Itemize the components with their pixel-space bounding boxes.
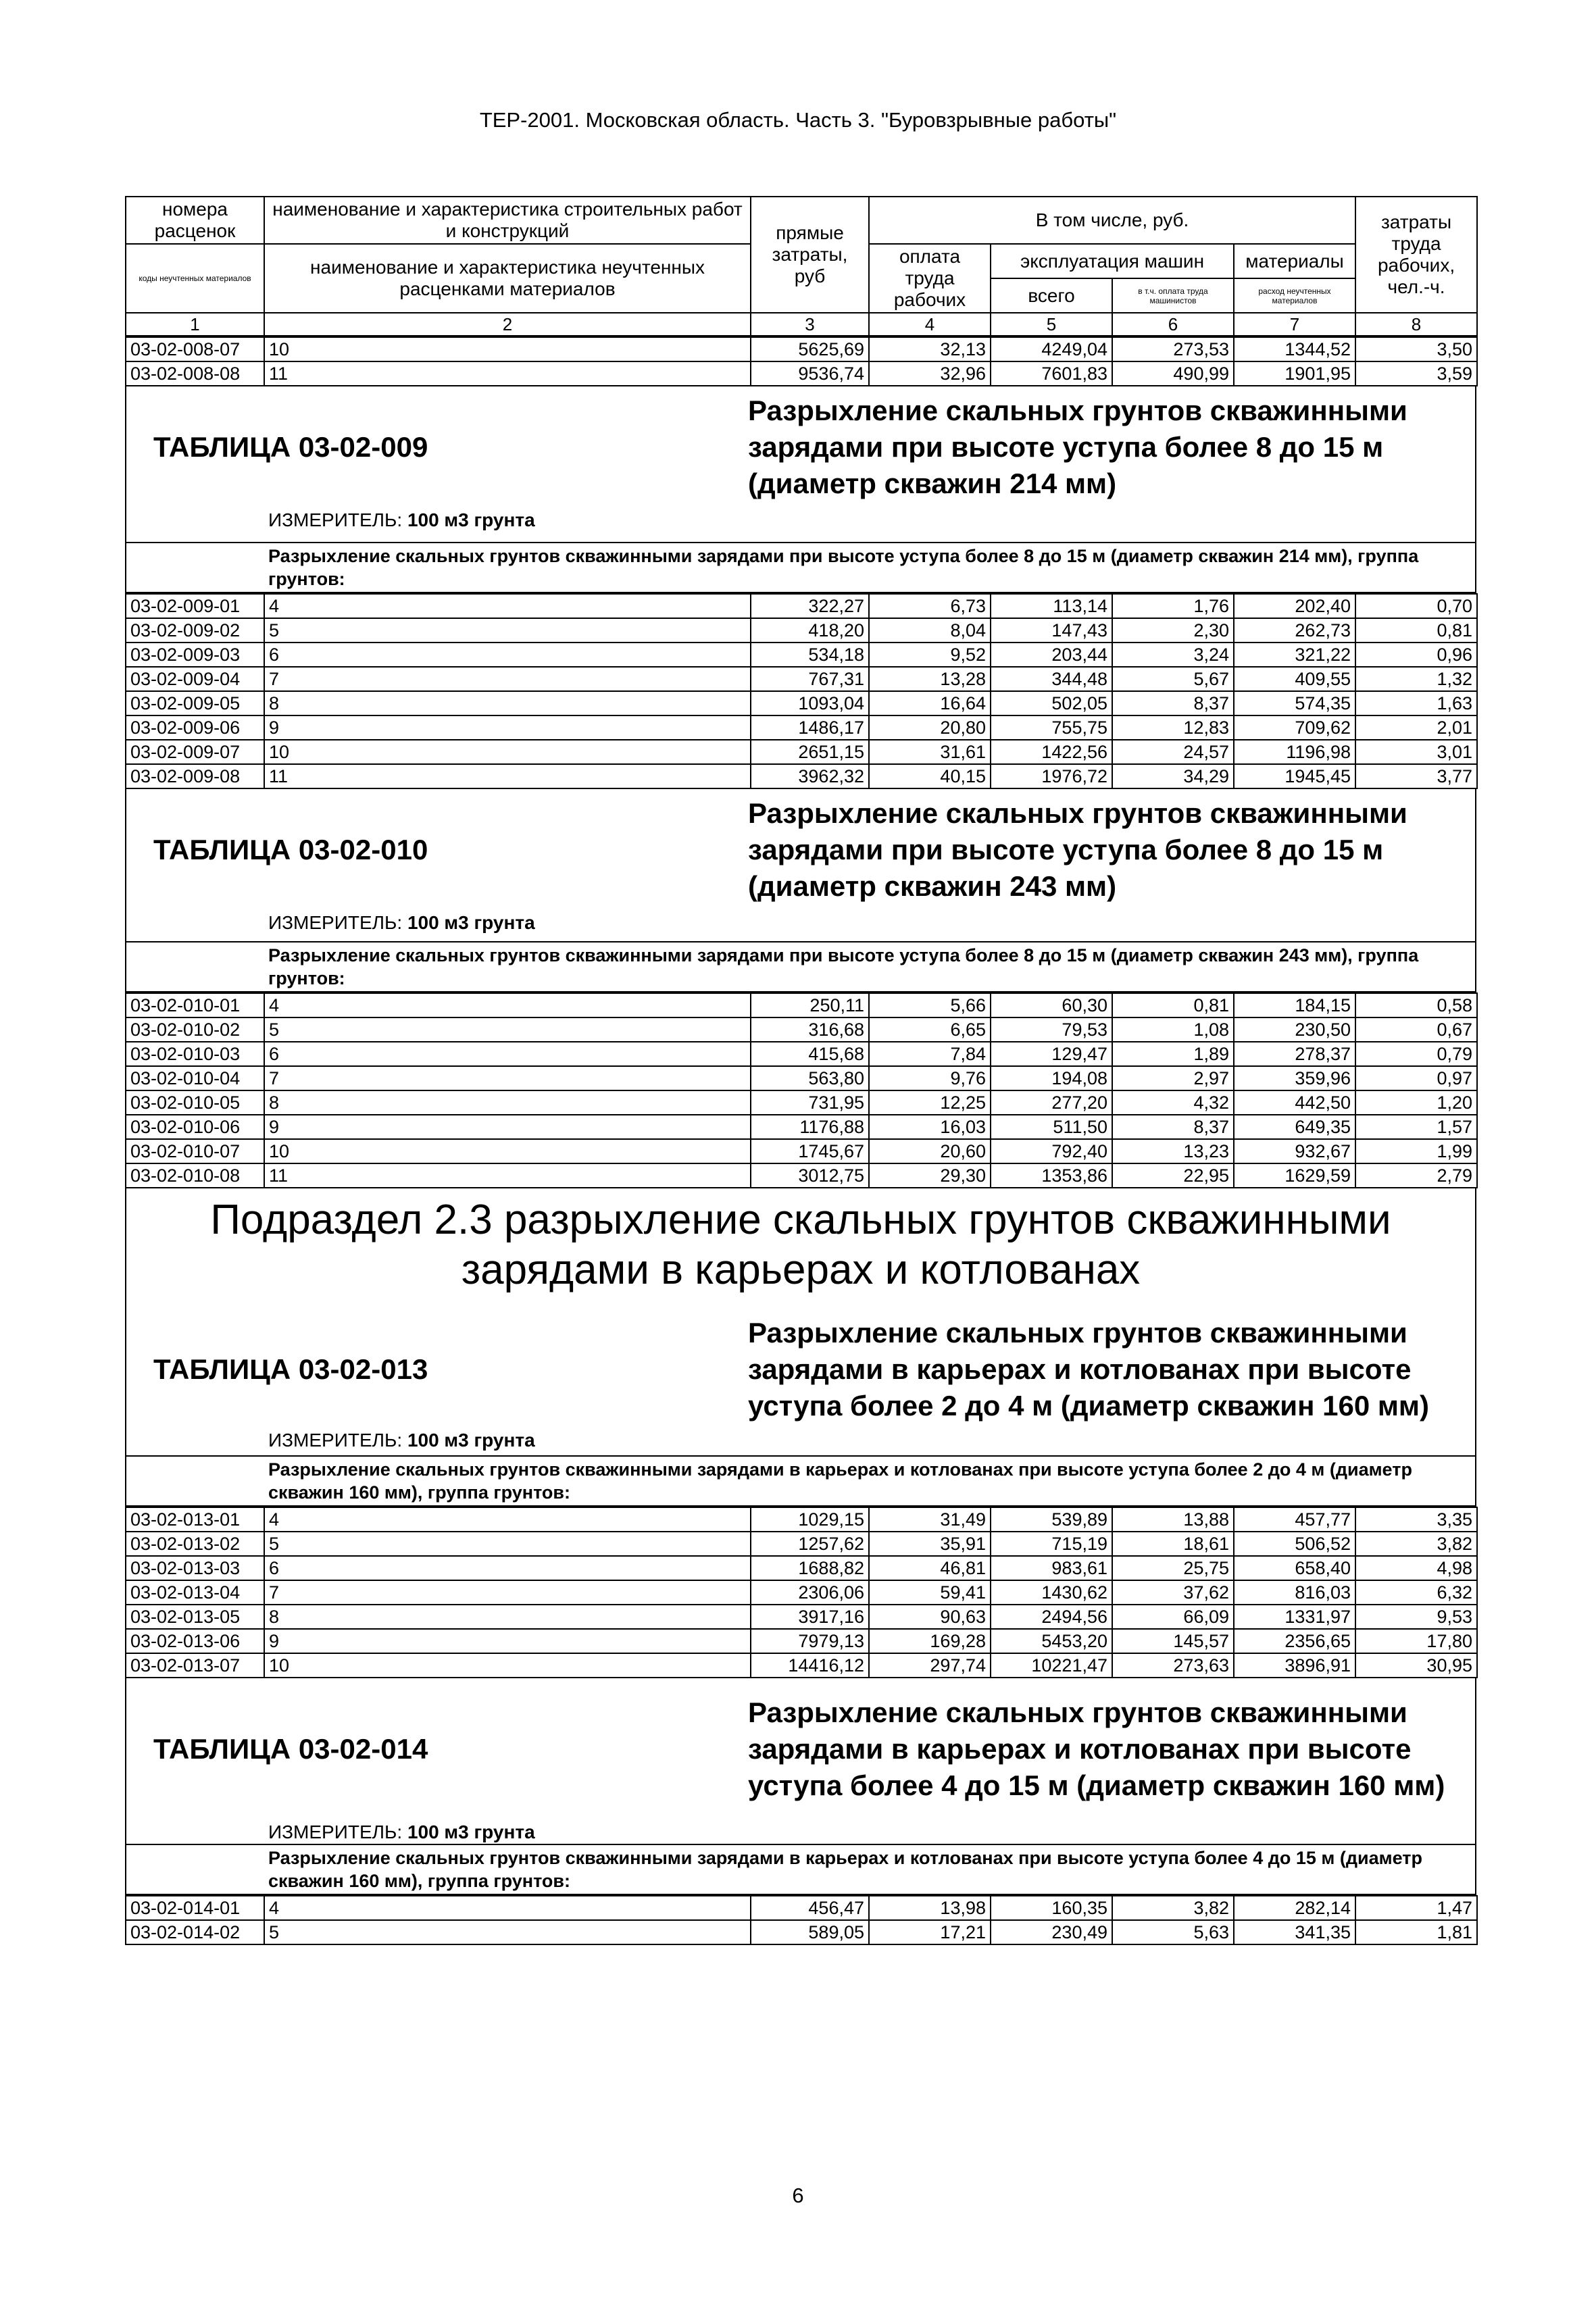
value-cell: 1196,98 bbox=[1234, 740, 1355, 764]
value-cell: 1901,95 bbox=[1234, 361, 1355, 386]
table-description: Разрыхление скальных грунтов скважинными зарядами при высоте уступа более 8 до 15 м (диаметр скважин 214 мм) bbox=[748, 395, 1407, 499]
table-row bbox=[126, 993, 1477, 1017]
value-cell: 9,52 bbox=[869, 643, 991, 667]
rows-table-008 bbox=[125, 336, 1478, 386]
value-cell: 1,47 bbox=[1355, 1896, 1477, 1920]
value-cell: 0,81 bbox=[1112, 993, 1234, 1017]
value-cell: 17,80 bbox=[1355, 1629, 1477, 1653]
value-cell: 20,60 bbox=[869, 1139, 991, 1163]
header-index: 7 bbox=[1234, 313, 1355, 336]
rate-code-cell: 03-02-014-01 bbox=[126, 1896, 264, 1920]
value-cell: 90,63 bbox=[869, 1605, 991, 1629]
soil-group-cell: 4 bbox=[264, 1896, 751, 1920]
table-row bbox=[126, 1066, 1477, 1090]
soil-group-cell: 8 bbox=[264, 691, 751, 715]
soil-group-cell: 6 bbox=[264, 643, 751, 667]
table-row bbox=[126, 1090, 1477, 1115]
header-labor-pay: оплата труда рабочих bbox=[869, 244, 991, 313]
soil-group-cell: 10 bbox=[264, 740, 751, 764]
table-name: ТАБЛИЦА 03-02-009 bbox=[153, 431, 428, 463]
value-cell: 767,31 bbox=[751, 667, 869, 691]
value-cell: 1176,88 bbox=[751, 1115, 869, 1139]
value-cell: 13,23 bbox=[1112, 1139, 1234, 1163]
soil-group-cell: 8 bbox=[264, 1605, 751, 1629]
value-cell: 8,37 bbox=[1112, 1115, 1234, 1139]
group-description: Разрыхление скальных грунтов скважинными зарядами при высоте уступа более 8 до 15 м (диаметр скважин 214 мм), группа грунтов: bbox=[125, 542, 1476, 593]
value-cell: 25,75 bbox=[1112, 1556, 1234, 1580]
value-cell: 792,40 bbox=[991, 1139, 1112, 1163]
value-cell: 1,32 bbox=[1355, 667, 1477, 691]
value-cell: 3,82 bbox=[1112, 1896, 1234, 1920]
value-cell: 20,80 bbox=[869, 715, 991, 740]
table-name: ТАБЛИЦА 03-02-010 bbox=[153, 834, 428, 865]
value-cell: 13,98 bbox=[869, 1896, 991, 1920]
value-cell: 2,97 bbox=[1112, 1066, 1234, 1090]
header-name-sub: наименование и характеристика неучтенных расценками материалов bbox=[264, 244, 751, 313]
value-cell: 40,15 bbox=[869, 764, 991, 788]
value-cell: 3,59 bbox=[1355, 361, 1477, 386]
value-cell: 341,35 bbox=[1234, 1920, 1355, 1944]
soil-group-cell: 7 bbox=[264, 1580, 751, 1605]
value-cell: 203,44 bbox=[991, 643, 1112, 667]
value-cell: 113,14 bbox=[991, 594, 1112, 618]
value-cell: 0,58 bbox=[1355, 993, 1477, 1017]
value-cell: 30,95 bbox=[1355, 1653, 1477, 1678]
subsection-block bbox=[125, 1188, 1476, 1310]
table-row bbox=[126, 1115, 1477, 1139]
rate-code-cell: 03-02-010-02 bbox=[126, 1017, 264, 1042]
page-title: ТЕР-2001. Московская область. Часть 3. "Буровзрывные работы" bbox=[479, 108, 1117, 132]
value-cell: 359,96 bbox=[1234, 1066, 1355, 1090]
table-row bbox=[126, 740, 1477, 764]
value-cell: 169,28 bbox=[869, 1629, 991, 1653]
soil-group-cell: 5 bbox=[264, 1017, 751, 1042]
value-cell: 6,32 bbox=[1355, 1580, 1477, 1605]
table-row bbox=[126, 1605, 1477, 1629]
value-cell: 3012,75 bbox=[751, 1163, 869, 1188]
value-cell: 316,68 bbox=[751, 1017, 869, 1042]
value-cell: 649,35 bbox=[1234, 1115, 1355, 1139]
value-cell: 2,79 bbox=[1355, 1163, 1477, 1188]
rates-sheet bbox=[125, 196, 1476, 1945]
value-cell: 32,96 bbox=[869, 361, 991, 386]
rate-code-cell: 03-02-013-01 bbox=[126, 1507, 264, 1532]
header-index: 3 bbox=[751, 313, 869, 336]
value-cell: 0,81 bbox=[1355, 618, 1477, 643]
soil-group-cell: 6 bbox=[264, 1042, 751, 1066]
value-cell: 0,97 bbox=[1355, 1066, 1477, 1090]
value-cell: 9,53 bbox=[1355, 1605, 1477, 1629]
value-cell: 12,25 bbox=[869, 1090, 991, 1115]
value-cell: 0,70 bbox=[1355, 594, 1477, 618]
value-cell: 1331,97 bbox=[1234, 1605, 1355, 1629]
value-cell: 5,66 bbox=[869, 993, 991, 1017]
value-cell: 31,49 bbox=[869, 1507, 991, 1532]
table-block-009 bbox=[125, 386, 1476, 542]
header-code: номера расценок bbox=[126, 197, 264, 244]
value-cell: 3,50 bbox=[1355, 337, 1477, 361]
value-cell: 3,35 bbox=[1355, 1507, 1477, 1532]
table-name: ТАБЛИЦА 03-02-013 bbox=[153, 1353, 428, 1385]
value-cell: 5625,69 bbox=[751, 337, 869, 361]
table-description: Разрыхление скальных грунтов скважинными зарядами в карьерах и котлованах при высоте уступа более 4 до 15 м (диаметр скважин 160 мм) bbox=[748, 1696, 1445, 1801]
value-cell: 12,83 bbox=[1112, 715, 1234, 740]
value-cell: 1257,62 bbox=[751, 1532, 869, 1556]
rows-table-013 bbox=[125, 1507, 1478, 1678]
value-cell: 230,49 bbox=[991, 1920, 1112, 1944]
table-block-010 bbox=[125, 789, 1476, 941]
value-cell: 2651,15 bbox=[751, 740, 869, 764]
value-cell: 35,91 bbox=[869, 1532, 991, 1556]
table-block-013 bbox=[125, 1310, 1476, 1455]
value-cell: 539,89 bbox=[991, 1507, 1112, 1532]
rate-code-cell: 03-02-009-01 bbox=[126, 594, 264, 618]
value-cell: 6,65 bbox=[869, 1017, 991, 1042]
header-machines-sub: в т.ч. оплата труда машинистов bbox=[1112, 278, 1234, 313]
value-cell: 79,53 bbox=[991, 1017, 1112, 1042]
rate-code-cell: 03-02-014-02 bbox=[126, 1920, 264, 1944]
value-cell: 9,76 bbox=[869, 1066, 991, 1090]
rate-code-cell: 03-02-009-06 bbox=[126, 715, 264, 740]
value-cell: 4,98 bbox=[1355, 1556, 1477, 1580]
soil-group-cell: 7 bbox=[264, 667, 751, 691]
value-cell: 5,63 bbox=[1112, 1920, 1234, 1944]
value-cell: 8,04 bbox=[869, 618, 991, 643]
value-cell: 7,84 bbox=[869, 1042, 991, 1066]
rate-code-cell: 03-02-009-02 bbox=[126, 618, 264, 643]
value-cell: 456,47 bbox=[751, 1896, 869, 1920]
value-cell: 273,63 bbox=[1112, 1653, 1234, 1678]
value-cell: 3962,32 bbox=[751, 764, 869, 788]
table-row bbox=[126, 691, 1477, 715]
value-cell: 1,76 bbox=[1112, 594, 1234, 618]
soil-group-cell: 10 bbox=[264, 1139, 751, 1163]
table-row bbox=[126, 1163, 1477, 1188]
value-cell: 250,11 bbox=[751, 993, 869, 1017]
rate-code-cell: 03-02-009-03 bbox=[126, 643, 264, 667]
table-row bbox=[126, 1920, 1477, 1944]
table-row bbox=[126, 1896, 1477, 1920]
value-cell: 160,35 bbox=[991, 1896, 1112, 1920]
table-row bbox=[126, 715, 1477, 740]
value-cell: 0,79 bbox=[1355, 1042, 1477, 1066]
soil-group-cell: 11 bbox=[264, 361, 751, 386]
value-cell: 321,22 bbox=[1234, 643, 1355, 667]
header-direct-costs: прямые затраты, руб bbox=[751, 197, 869, 313]
table-row bbox=[126, 1580, 1477, 1605]
value-cell: 16,03 bbox=[869, 1115, 991, 1139]
value-cell: 60,30 bbox=[991, 993, 1112, 1017]
header-name: наименование и характеристика строительных работ и конструкций bbox=[264, 197, 751, 244]
value-cell: 147,43 bbox=[991, 618, 1112, 643]
table-description: Разрыхление скальных грунтов скважинными зарядами при высоте уступа более 8 до 15 м (диаметр скважин 243 мм) bbox=[748, 797, 1407, 902]
value-cell: 816,03 bbox=[1234, 1580, 1355, 1605]
rate-code-cell: 03-02-010-05 bbox=[126, 1090, 264, 1115]
value-cell: 1945,45 bbox=[1234, 764, 1355, 788]
value-cell: 32,13 bbox=[869, 337, 991, 361]
column-header bbox=[125, 196, 1478, 336]
value-cell: 1,63 bbox=[1355, 691, 1477, 715]
value-cell: 3,82 bbox=[1355, 1532, 1477, 1556]
value-cell: 534,18 bbox=[751, 643, 869, 667]
value-cell: 344,48 bbox=[991, 667, 1112, 691]
soil-group-cell: 4 bbox=[264, 594, 751, 618]
header-index: 2 bbox=[264, 313, 751, 336]
rate-code-cell: 03-02-009-08 bbox=[126, 764, 264, 788]
value-cell: 3,77 bbox=[1355, 764, 1477, 788]
header-index: 6 bbox=[1112, 313, 1234, 336]
value-cell: 1,20 bbox=[1355, 1090, 1477, 1115]
value-cell: 129,47 bbox=[991, 1042, 1112, 1066]
header-index: 1 bbox=[126, 313, 264, 336]
meter: ИЗМЕРИТЕЛЬ: 100 м3 грунта bbox=[268, 1430, 535, 1451]
table-row bbox=[126, 618, 1477, 643]
value-cell: 277,20 bbox=[991, 1090, 1112, 1115]
page-number: 6 bbox=[792, 2184, 804, 2207]
header-machines-total: всего bbox=[991, 278, 1112, 313]
rate-code-cell: 03-02-010-07 bbox=[126, 1139, 264, 1163]
value-cell: 1422,56 bbox=[991, 740, 1112, 764]
value-cell: 502,05 bbox=[991, 691, 1112, 715]
table-row bbox=[126, 1507, 1477, 1532]
value-cell: 3917,16 bbox=[751, 1605, 869, 1629]
value-cell: 755,75 bbox=[991, 715, 1112, 740]
header-materials: материалы bbox=[1234, 244, 1355, 278]
rate-code-cell: 03-02-008-07 bbox=[126, 337, 264, 361]
soil-group-cell: 11 bbox=[264, 1163, 751, 1188]
value-cell: 59,41 bbox=[869, 1580, 991, 1605]
table-description: Разрыхление скальных грунтов скважинными зарядами в карьерах и котлованах при высоте уступа более 2 до 4 м (диаметр скважин 160 мм) bbox=[748, 1316, 1429, 1422]
rate-code-cell: 03-02-009-04 bbox=[126, 667, 264, 691]
meter: ИЗМЕРИТЕЛЬ: 100 м3 грунта bbox=[268, 509, 535, 530]
header-index: 5 bbox=[991, 313, 1112, 336]
rate-code-cell: 03-02-013-05 bbox=[126, 1605, 264, 1629]
table-row bbox=[126, 1629, 1477, 1653]
value-cell: 3,01 bbox=[1355, 740, 1477, 764]
rate-code-cell: 03-02-013-03 bbox=[126, 1556, 264, 1580]
value-cell: 1,81 bbox=[1355, 1920, 1477, 1944]
value-cell: 184,15 bbox=[1234, 993, 1355, 1017]
value-cell: 1688,82 bbox=[751, 1556, 869, 1580]
value-cell: 5,67 bbox=[1112, 667, 1234, 691]
value-cell: 1353,86 bbox=[991, 1163, 1112, 1188]
value-cell: 202,40 bbox=[1234, 594, 1355, 618]
table-row bbox=[126, 1139, 1477, 1163]
value-cell: 16,64 bbox=[869, 691, 991, 715]
value-cell: 415,68 bbox=[751, 1042, 869, 1066]
value-cell: 1029,15 bbox=[751, 1507, 869, 1532]
value-cell: 31,61 bbox=[869, 740, 991, 764]
meter: ИЗМЕРИТЕЛЬ: 100 м3 грунта bbox=[268, 912, 535, 933]
value-cell: 7979,13 bbox=[751, 1629, 869, 1653]
rate-code-cell: 03-02-009-05 bbox=[126, 691, 264, 715]
value-cell: 563,80 bbox=[751, 1066, 869, 1090]
value-cell: 273,53 bbox=[1112, 337, 1234, 361]
value-cell: 297,74 bbox=[869, 1653, 991, 1678]
table-row bbox=[126, 643, 1477, 667]
rate-code-cell: 03-02-010-01 bbox=[126, 993, 264, 1017]
value-cell: 1,57 bbox=[1355, 1115, 1477, 1139]
header-machines: эксплуатация машин bbox=[991, 244, 1234, 278]
value-cell: 3,24 bbox=[1112, 643, 1234, 667]
value-cell: 10221,47 bbox=[991, 1653, 1112, 1678]
soil-group-cell: 5 bbox=[264, 618, 751, 643]
table-row bbox=[126, 337, 1477, 361]
value-cell: 0,96 bbox=[1355, 643, 1477, 667]
value-cell: 409,55 bbox=[1234, 667, 1355, 691]
value-cell: 66,09 bbox=[1112, 1605, 1234, 1629]
header-code-sub: коды неучтенных материалов bbox=[126, 244, 264, 313]
value-cell: 589,05 bbox=[751, 1920, 869, 1944]
rate-code-cell: 03-02-010-03 bbox=[126, 1042, 264, 1066]
value-cell: 282,14 bbox=[1234, 1896, 1355, 1920]
rate-code-cell: 03-02-013-06 bbox=[126, 1629, 264, 1653]
rate-code-cell: 03-02-010-08 bbox=[126, 1163, 264, 1188]
value-cell: 511,50 bbox=[991, 1115, 1112, 1139]
value-cell: 2,01 bbox=[1355, 715, 1477, 740]
value-cell: 4249,04 bbox=[991, 337, 1112, 361]
value-cell: 262,73 bbox=[1234, 618, 1355, 643]
soil-group-cell: 9 bbox=[264, 715, 751, 740]
table-row bbox=[126, 667, 1477, 691]
value-cell: 0,67 bbox=[1355, 1017, 1477, 1042]
group-description: Разрыхление скальных грунтов скважинными зарядами в карьерах и котлованах при высоте уступа более 4 до 15 м (диаметр скважин 160 мм), группа грунтов: bbox=[125, 1844, 1476, 1895]
value-cell: 29,30 bbox=[869, 1163, 991, 1188]
value-cell: 442,50 bbox=[1234, 1090, 1355, 1115]
rows-table-009 bbox=[125, 593, 1478, 789]
value-cell: 1486,17 bbox=[751, 715, 869, 740]
value-cell: 18,61 bbox=[1112, 1532, 1234, 1556]
table-row bbox=[126, 1017, 1477, 1042]
value-cell: 574,35 bbox=[1234, 691, 1355, 715]
value-cell: 1344,52 bbox=[1234, 337, 1355, 361]
value-cell: 1430,62 bbox=[991, 1580, 1112, 1605]
value-cell: 983,61 bbox=[991, 1556, 1112, 1580]
table-row bbox=[126, 594, 1477, 618]
value-cell: 230,50 bbox=[1234, 1017, 1355, 1042]
rate-code-cell: 03-02-010-04 bbox=[126, 1066, 264, 1090]
value-cell: 37,62 bbox=[1112, 1580, 1234, 1605]
value-cell: 194,08 bbox=[991, 1066, 1112, 1090]
soil-group-cell: 10 bbox=[264, 1653, 751, 1678]
rows-table-010 bbox=[125, 992, 1478, 1188]
value-cell: 490,99 bbox=[1112, 361, 1234, 386]
value-cell: 34,29 bbox=[1112, 764, 1234, 788]
header-index: 4 bbox=[869, 313, 991, 336]
header-labor-cost: затраты труда рабочих, чел.-ч. bbox=[1355, 197, 1477, 313]
table-row bbox=[126, 764, 1477, 788]
soil-group-cell: 5 bbox=[264, 1532, 751, 1556]
value-cell: 1629,59 bbox=[1234, 1163, 1355, 1188]
group-description: Разрыхление скальных грунтов скважинными зарядами в карьерах и котлованах при высоте уступа более 2 до 4 м (диаметр скважин 160 мм), группа грунтов: bbox=[125, 1455, 1476, 1507]
table-name: ТАБЛИЦА 03-02-014 bbox=[153, 1733, 428, 1765]
value-cell: 5453,20 bbox=[991, 1629, 1112, 1653]
table-row bbox=[126, 1042, 1477, 1066]
group-description: Разрыхление скальных грунтов скважинными зарядами при высоте уступа более 8 до 15 м (диаметр скважин 243 мм), группа грунтов: bbox=[125, 941, 1476, 992]
value-cell: 22,95 bbox=[1112, 1163, 1234, 1188]
value-cell: 13,28 bbox=[869, 667, 991, 691]
header-incl: В том числе, руб. bbox=[869, 197, 1355, 244]
value-cell: 322,27 bbox=[751, 594, 869, 618]
value-cell: 7601,83 bbox=[991, 361, 1112, 386]
value-cell: 8,37 bbox=[1112, 691, 1234, 715]
rate-code-cell: 03-02-010-06 bbox=[126, 1115, 264, 1139]
soil-group-cell: 11 bbox=[264, 764, 751, 788]
table-row bbox=[126, 1556, 1477, 1580]
value-cell: 3896,91 bbox=[1234, 1653, 1355, 1678]
soil-group-cell: 7 bbox=[264, 1066, 751, 1090]
rate-code-cell: 03-02-009-07 bbox=[126, 740, 264, 764]
value-cell: 17,21 bbox=[869, 1920, 991, 1944]
rate-code-cell: 03-02-013-04 bbox=[126, 1580, 264, 1605]
value-cell: 24,57 bbox=[1112, 740, 1234, 764]
value-cell: 2306,06 bbox=[751, 1580, 869, 1605]
value-cell: 2356,65 bbox=[1234, 1629, 1355, 1653]
table-row bbox=[126, 1532, 1477, 1556]
soil-group-cell: 4 bbox=[264, 993, 751, 1017]
value-cell: 709,62 bbox=[1234, 715, 1355, 740]
value-cell: 13,88 bbox=[1112, 1507, 1234, 1532]
value-cell: 1093,04 bbox=[751, 691, 869, 715]
meter: ИЗМЕРИТЕЛЬ: 100 м3 грунта bbox=[268, 1821, 535, 1842]
value-cell: 1,99 bbox=[1355, 1139, 1477, 1163]
soil-group-cell: 10 bbox=[264, 337, 751, 361]
soil-group-cell: 4 bbox=[264, 1507, 751, 1532]
rate-code-cell: 03-02-013-02 bbox=[126, 1532, 264, 1556]
value-cell: 658,40 bbox=[1234, 1556, 1355, 1580]
table-row bbox=[126, 361, 1477, 386]
soil-group-cell: 8 bbox=[264, 1090, 751, 1115]
table-row bbox=[126, 1653, 1477, 1678]
rate-code-cell: 03-02-008-08 bbox=[126, 361, 264, 386]
value-cell: 715,19 bbox=[991, 1532, 1112, 1556]
value-cell: 2,30 bbox=[1112, 618, 1234, 643]
soil-group-cell: 5 bbox=[264, 1920, 751, 1944]
subsection-title: Подраздел 2.3 разрыхление скальных грунтов скважинными зарядами в карьерах и котлованах bbox=[210, 1197, 1391, 1293]
rate-code-cell: 03-02-013-07 bbox=[126, 1653, 264, 1678]
value-cell: 6,73 bbox=[869, 594, 991, 618]
value-cell: 457,77 bbox=[1234, 1507, 1355, 1532]
value-cell: 46,81 bbox=[869, 1556, 991, 1580]
value-cell: 1976,72 bbox=[991, 764, 1112, 788]
value-cell: 9536,74 bbox=[751, 361, 869, 386]
value-cell: 418,20 bbox=[751, 618, 869, 643]
header-index: 8 bbox=[1355, 313, 1477, 336]
value-cell: 145,57 bbox=[1112, 1629, 1234, 1653]
value-cell: 1,08 bbox=[1112, 1017, 1234, 1042]
value-cell: 2494,56 bbox=[991, 1605, 1112, 1629]
soil-group-cell: 9 bbox=[264, 1629, 751, 1653]
value-cell: 506,52 bbox=[1234, 1532, 1355, 1556]
header-materials-sub: расход неучтенных материалов bbox=[1234, 278, 1355, 313]
value-cell: 14416,12 bbox=[751, 1653, 869, 1678]
rows-table-014 bbox=[125, 1895, 1478, 1945]
value-cell: 1745,67 bbox=[751, 1139, 869, 1163]
value-cell: 4,32 bbox=[1112, 1090, 1234, 1115]
value-cell: 932,67 bbox=[1234, 1139, 1355, 1163]
value-cell: 278,37 bbox=[1234, 1042, 1355, 1066]
value-cell: 1,89 bbox=[1112, 1042, 1234, 1066]
value-cell: 731,95 bbox=[751, 1090, 869, 1115]
table-block-014 bbox=[125, 1678, 1476, 1844]
soil-group-cell: 6 bbox=[264, 1556, 751, 1580]
soil-group-cell: 9 bbox=[264, 1115, 751, 1139]
